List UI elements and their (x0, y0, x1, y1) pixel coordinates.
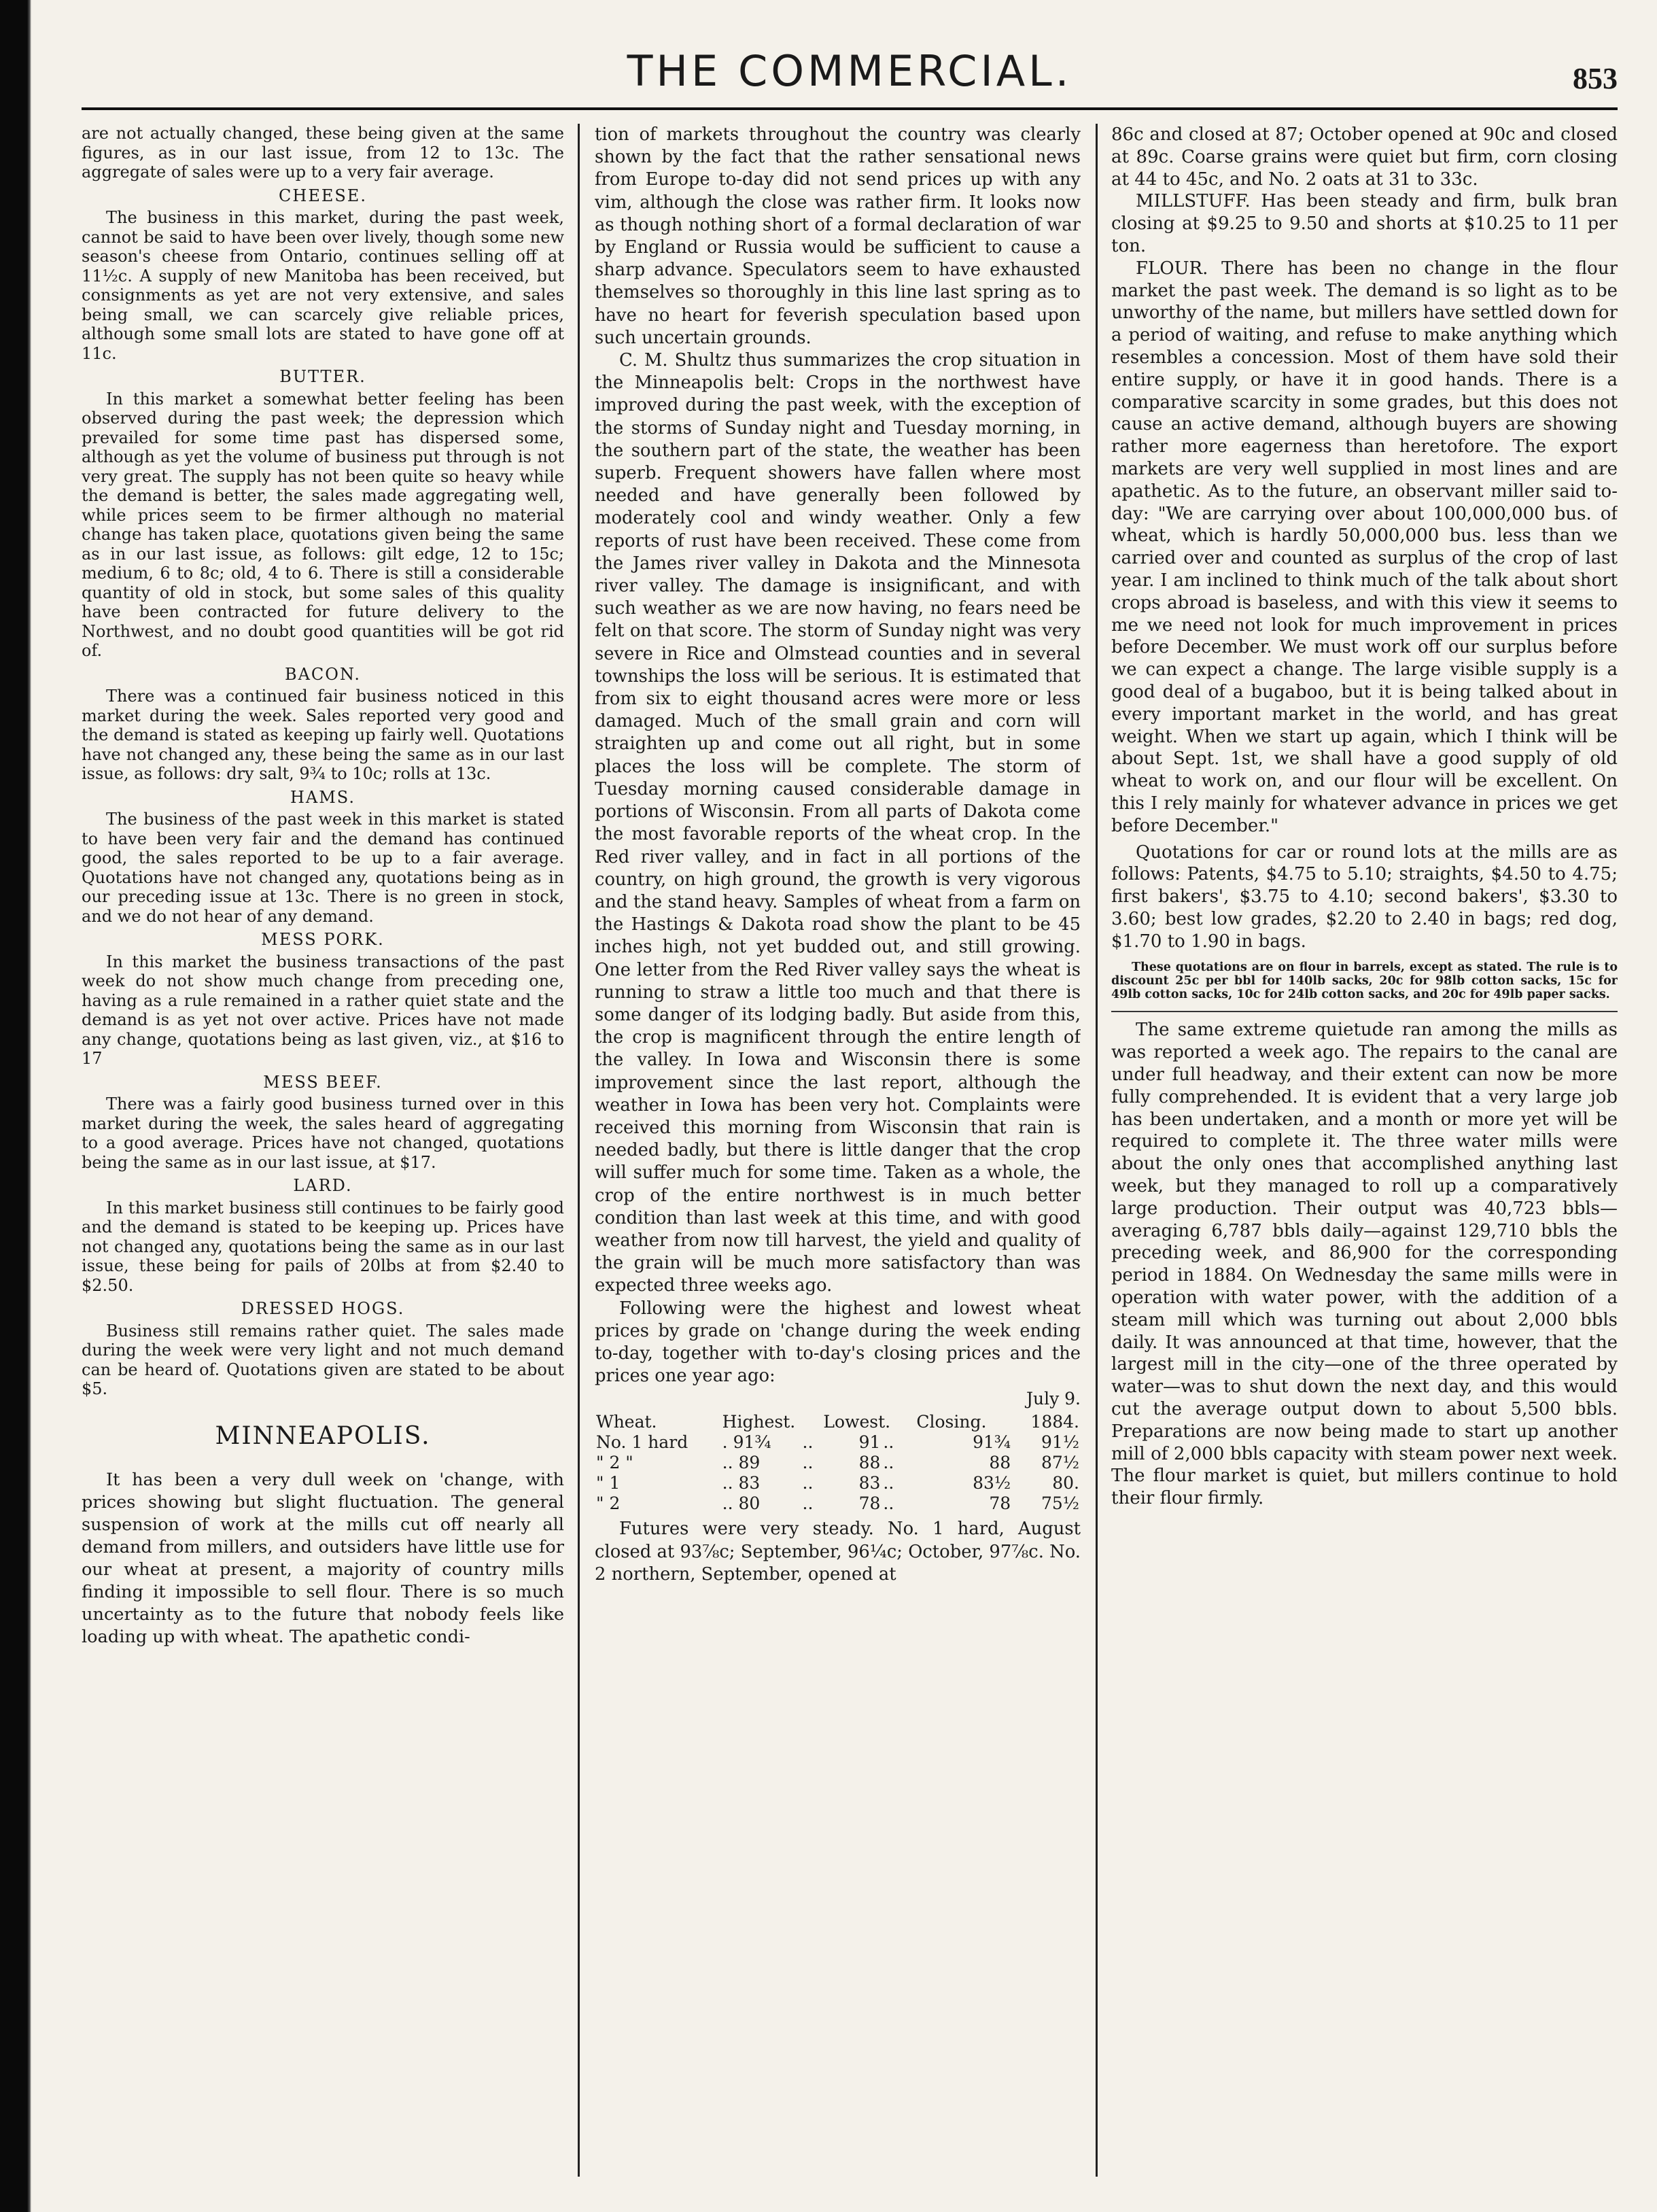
paragraph: In this market the business transactions of the past week do not show much change from preceding one, having as a rule remained in a rather quiet state and the demand is as yet not over active. Prices have not made any change, quotations being as last given, viz., at $16 to 17 (82, 952, 564, 1068)
table-cell: .. (802, 1432, 814, 1453)
table-cell: 87½ (1041, 1453, 1079, 1473)
column-3 (1111, 124, 1618, 2177)
paragraph: Business still remains rather quiet. The sales made during the week were very light and not much demand can be heard of. Quotations given are stated to be about $5. (82, 1321, 564, 1398)
section-heading-mess-beef: MESS BEEF. (263, 1072, 383, 1092)
column-1 (82, 124, 564, 2177)
section-heading-hams: HAMS. (290, 787, 356, 807)
divider (1111, 1011, 1618, 1012)
table-row (595, 1473, 1081, 1493)
table-row (595, 1432, 1081, 1453)
table-cell: 83½ (973, 1473, 1011, 1493)
binding-edge (0, 0, 31, 2212)
paragraph: The same extreme quietude ran among the mills as was reported a week ago. The repairs to the canal are under full headway, and their extent can now be more fully comprehended. It is evident that a very large job has been undertaken, and a month or more yet will be required to complete it. The three water mills were about the only ones that accomplished anything last week, but they managed to roll up a comparatively large production. Their output was 40,723 bbls—averaging 6,787 bbls daily—against 129,710 bbls the preceding week, and 86,900 for the corresponding period in 1884. On Wednesday the same mills were in operation with water power, with the addition of a steam mill which was turning out about 2,000 bbls daily. It was announced at that time, however, that the largest mill in the city—one of the three operated by water—was to shut down the next day, and this would cut the average output down to about 5,500 bbls. Preparations are now being made to start up another mill of 2,000 bbls capacity with steam power next week. The flour market is quiet, but millers continue to hold their flour firmly. (1111, 1020, 1618, 1509)
paragraph: Following were the highest and lowest wheat prices by grade on 'change during the week ending to-day, together with to-day's closing prices and the prices one year ago: (595, 1298, 1081, 1387)
paragraph: are not actually changed, these being given at the same figures, as in our last issue, from 12 to 13c. The aggregate of sales were up to a very fair average. (82, 124, 564, 182)
quotation-note: These quotations are on flour in barrels, except as stated. The rule is to discount 25c per bbl for 140lb sacks, 20c for 98lb cotton sacks, 15c for 49lb cotton sacks, 10c for 24lb cotton sacks, and 20c for 49lb paper sacks. (1111, 961, 1618, 1002)
paragraph: C. M. Shultz thus summarizes the crop situation in the Minneapolis belt: Crops in the northwest have improved during the past week, with the exception of the storms of Sunday night and Tuesday morning, in the southern part of the state, the weather has been superb. Frequent showers have fallen where most needed and have generally been followed by moderately cool and windy weather. Only a few reports of rust have been received. These come from the James river valley in Dakota and the Minnesota river valley. The damage is insignificant, and with such weather as we are now having, no fears need be felt on that score. The storm of Sunday night was very severe in Rice and Olmstead counties and in several townships the loss will be serious. It is estimated that from six to eight thousand acres were more or less damaged. Much of the small grain and corn will straighten up and come out all right, but in some places the loss will be complete. The storm of Tuesday morning caused considerable damage in portions of Wisconsin. From all parts of Dakota come the most favorable reports of the wheat crop. In the Red river valley, and in fact in all portions of the country, on high ground, the growth is very vigorous and the stand heavy. Samples of wheat from a farm on the Hastings & Dakota road show the plant to be 45 inches high, not yet budded out, and still growing. One letter from the Red River valley says the wheat is running to straw a little too much and that there is some danger of its lodging badly. But aside from this, the crop is magnificent through the entire length of the valley. In Iowa and Wisconsin there is some improvement since the last report, although the weather in Iowa has been very hot. Complaints were received this morning from Wisconsin that rain is needed badly, but there is little danger that the crop will suffer much for some time. Taken as a whole, the crop of the entire northwest is in much better condition than last week at this time, and with good weather from now till harvest, the yield and quality of the grain will be much more satisfactory than was expected three weeks ago. (595, 350, 1081, 1296)
table-cell: 75½ (1041, 1493, 1079, 1514)
section-title-minneapolis: MINNEAPOLIS. (215, 1421, 431, 1450)
table-header: Closing. (916, 1412, 987, 1432)
table-cell: 91¾ (973, 1432, 1011, 1453)
table-cell: 91 (858, 1432, 881, 1453)
table-cell: . 91¾ (722, 1432, 771, 1453)
table-row (595, 1493, 1081, 1514)
masthead-title: THE COMMERCIAL. (627, 46, 1072, 96)
paragraph: The business in this market, during the past week, cannot be said to have been over lively, though some new season's cheese from Ontario, continues selling off at 11½c. A supply of new Manitoba has been received, but consignments as yet are not very extensive, and sales being small, we can scarcely give reliable prices, although some small lots are stated to have gone off at 11c. (82, 208, 564, 363)
section-heading-cheese: CHEESE. (279, 186, 367, 205)
table-cell: .. 89 (722, 1453, 761, 1473)
page-number: 853 (1573, 62, 1618, 95)
table-cell: .. 83 (722, 1473, 761, 1493)
table-header: Highest. (722, 1412, 796, 1432)
table-cell: .. (883, 1493, 894, 1514)
table-cell: .. (883, 1473, 894, 1493)
table-cell: .. (883, 1453, 894, 1473)
table-header: 1884. (1030, 1412, 1079, 1432)
section-heading-mess-pork: MESS PORK. (261, 930, 385, 949)
paragraph: Futures were very steady. No. 1 hard, August closed at 93⅞c; September, 96¼c; October, 97⅞c. No. 2 northern, September, opened at (595, 1519, 1081, 1585)
table-header: Lowest. (823, 1412, 891, 1432)
column-2 (595, 124, 1081, 2177)
paragraph: The business of the past week in this market is stated to have been very fair and the demand has continued good, the sales reported to be up to a fair average. Quotations have not changed any, quotations being as in our preceding issue at 13c. There is no green in stock, and we do not hear of any demand. (82, 810, 564, 926)
table-cell: .. (883, 1432, 894, 1453)
section-heading-lard: LARD. (293, 1176, 353, 1195)
table-cell: " 2 " (596, 1453, 633, 1473)
paragraph: In this market a somewhat better feeling has been observed during the past week; the depression which prevailed for some time past has dispersed some, although as yet the volume of business put through is not very great. The supply has not been quite so heavy while the demand is better, the sales made aggregating well, while prices seem to be firmer although no material change has taken place, quotations given being the same as in our last issue, as follows: gilt edge, 12 to 15c; medium, 6 to 8c; old, 4 to 6. There is still a considerable quantity of old in stock, but some sales of this quality have been contracted for future delivery to the Northwest, and no doubt good quantities will be got rid of. (82, 389, 564, 660)
table-row (595, 1453, 1081, 1473)
table-header: Wheat. (596, 1412, 657, 1432)
table-cell: 88 (858, 1453, 881, 1473)
wheat-price-table (595, 1412, 1081, 1514)
section-heading-butter: BUTTER. (279, 367, 366, 386)
table-cell: 78 (858, 1493, 881, 1514)
table-cell: 78 (989, 1493, 1011, 1514)
table-header-row (595, 1412, 1081, 1432)
table-cell: No. 1 hard (596, 1432, 688, 1453)
paragraph-flour: FLOUR. There has been no change in the flour market the past week. The demand is so light as to be unworthy of the name, but millers have settled down for a period of waiting, and refuse to make anything which resembles a concession. Most of them have sold their entire supply, or have it in good hands. There is a comparative scarcity in some grades, but this does not cause an active demand, although buyers are showing rather more eagerness than heretofore. The export markets are very well supplied in most lines and are apathetic. As to the future, an observant miller said to-day: "We are carrying over about 100,000,000 bus. of wheat, which is hardly 50,000,000 bus. less than we carried over and counted as surplus of the crop of last year. I am inclined to think much of the talk about short crops abroad is baseless, and with this view it seems to me we need not look for much improvement in prices before December. We must work off our surplus before we can expect a change. The large visible supply is a good deal of a bugaboo, but it is being talked about in every important market in the world, and has great weight. When we start up again, which I think will be about Sept. 1st, we shall have a good supply of old wheat to work on, and our flour will be excellent. On this I rely mainly for whatever advance in prices we get before December." (1111, 258, 1618, 836)
table-cell: .. (802, 1493, 814, 1514)
table-cell: .. (802, 1453, 814, 1473)
page-header (82, 41, 1618, 116)
paragraph: tion of markets throughout the country was clearly shown by the fact that the rather sensational news from Europe to-day did not send prices up with any vim, although the close was rather firm. It looks now as though nothing short of a formal declaration of war by England or Russia would be sufficient to cause a sharp advance. Speculators seem to have exhausted themselves so thoroughly in this line last spring as to have no heart for feverish speculation based upon such uncertain grounds. (595, 124, 1081, 348)
article-columns (82, 124, 1618, 2177)
paragraph-millstuff: MILLSTUFF. Has been steady and firm, bulk bran closing at $9.25 to 9.50 and shorts at $10.25 to 11 per ton. (1111, 191, 1618, 256)
section-heading-dressed-hogs: DRESSED HOGS. (241, 1299, 405, 1318)
table-date: July 9. (1026, 1389, 1081, 1409)
column-rule (578, 124, 580, 2177)
table-cell: .. (802, 1473, 814, 1493)
table-cell: .. 80 (722, 1493, 761, 1514)
table-cell: 83 (858, 1473, 881, 1493)
paragraph: There was a continued fair business noticed in this market during the week. Sales reported very good and the demand is stated as keeping up fairly well. Quotations have not changed any, these being the same as in our last issue, as follows: dry salt, 9¾ to 10c; rolls at 13c. (82, 687, 564, 783)
table-cell: 88 (989, 1453, 1011, 1473)
paragraph-quotations: Quotations for car or round lots at the mills are as follows: Patents, $4.75 to 5.10; straights, $4.50 to 4.75; first bakers', $3.75 to 4.10; second bakers', $3.30 to 3.60; best low grades, $2.20 to 2.40 in bags; red dog, $1.70 to 1.90 in bags. (1111, 842, 1618, 952)
column-rule (1096, 124, 1098, 2177)
table-cell: " 2 (596, 1493, 621, 1514)
paragraph: In this market business still continues to be fairly good and the demand is stated to be keeping up. Prices have not changed any, quotations being the same as in our last issue, these being for pails of 20lbs at from $2.40 to $2.50. (82, 1198, 564, 1295)
table-cell: " 1 (596, 1473, 621, 1493)
paragraph: 86c and closed at 87; October opened at 90c and closed at 89c. Coarse grains were quiet but firm, corn closing at 44 to 45c, and No. 2 oats at 31 to 33c. (1111, 124, 1618, 190)
paragraph: It has been a very dull week on 'change, with prices showing but slight fluctuation. The general suspension of work at the mills cut off nearly all demand from millers, and outsiders have little use for our wheat at present, a majority of country mills finding it impossible to sell flour. There is so much uncertainty as to the future that nobody feels like loading up with wheat. The apathetic condi- (82, 1470, 564, 1647)
paragraph: There was a fairly good business turned over in this market during the week, the sales heard of aggregating to a good average. Prices have not changed, quotations being the same as in our last issue, at $17. (82, 1094, 564, 1172)
header-rule (82, 107, 1618, 110)
section-heading-bacon: BACON. (284, 664, 362, 684)
table-cell: 91½ (1041, 1432, 1079, 1453)
table-cell: 80. (1052, 1473, 1079, 1493)
